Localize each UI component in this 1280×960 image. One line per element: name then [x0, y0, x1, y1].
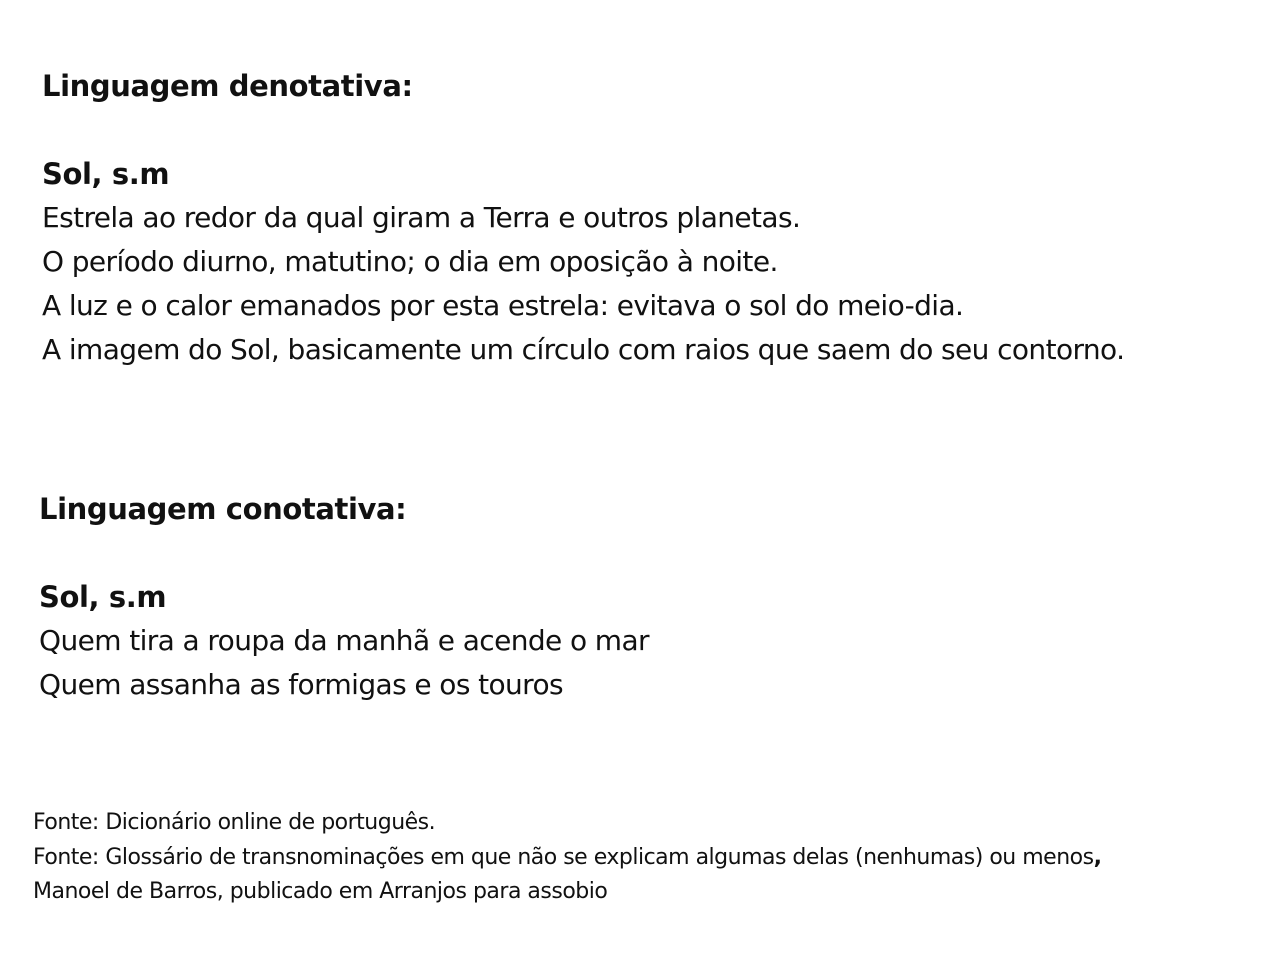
definition-line: O período diurno, matutino; o dia em oposição à noite. [42, 245, 778, 278]
source-line-2-text: Fonte: Glossário de transnominações em que não se explicam algumas delas (nenhumas) ou menos [33, 844, 1094, 870]
connotative-term: Sol, s.m [39, 580, 167, 614]
source-line-3: Manoel de Barros, publicado em Arranjos para assobio [33, 879, 608, 904]
definition-line: A imagem do Sol, basicamente um círculo com raios que saem do seu contorno. [42, 333, 1125, 366]
connotative-section [39, 487, 649, 707]
source-line-2-comma: , [1093, 844, 1102, 870]
spacer [42, 108, 1124, 152]
connotative-heading: Linguagem conotativa: [39, 492, 407, 526]
denotative-heading: Linguagem denotativa: [42, 69, 413, 103]
source-line-1: Fonte: Dicionário online de português. [33, 810, 436, 835]
poem-line: Quem tira a roupa da manhã e acende o mar [39, 624, 649, 657]
source-line-2 [33, 841, 1101, 876]
spacer [39, 531, 649, 575]
definition-line: Estrela ao redor da qual giram a Terra e outros planetas. [42, 201, 801, 234]
definition-line: A luz e o calor emanados por esta estrela: evitava o sol do meio-dia. [42, 289, 964, 322]
denotative-term: Sol, s.m [42, 157, 170, 191]
sources-section [33, 806, 1101, 910]
poem-line: Quem assanha as formigas e os touros [39, 668, 563, 701]
denotative-section [42, 64, 1124, 372]
